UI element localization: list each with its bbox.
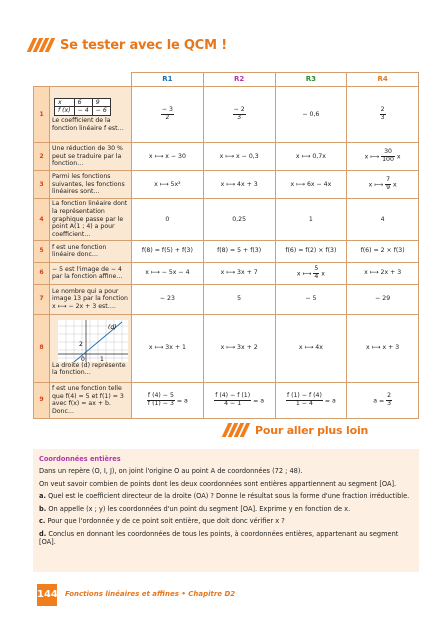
- question-text: La fonction linéaire dont la représentation graphique passe par le point A(1 ; 4) a pour coefficient…: [50, 199, 132, 241]
- answer-r2: x ⟼ 3x + 2: [203, 314, 275, 382]
- empty-corner-2: [50, 73, 132, 87]
- table-row: [34, 143, 419, 171]
- table-row: [34, 284, 419, 314]
- answer-r2: f(8) = 5 + f(3): [203, 240, 275, 262]
- row-number: 7: [34, 284, 50, 314]
- answer-r4: x ⟼ $\frac{7}{9}$ x: [347, 171, 419, 199]
- table-row: [34, 314, 419, 382]
- exercise-intro-1: Dans un repère (O, I, J), on joint l'origine O au point A de coordonnées (72 ; 48).: [39, 467, 303, 475]
- row-number: 1: [34, 87, 50, 143]
- question-text: Le coefficient de la fonction linéaire f est…: [52, 117, 124, 132]
- stripes-decoration: [225, 423, 247, 437]
- question-cell: [50, 87, 132, 143]
- answer-r4: x ⟼ $\frac{30}{100}$ x: [347, 143, 419, 171]
- answer-r4: $\frac{2}{3}$: [347, 87, 419, 143]
- col-r2: R2: [203, 73, 275, 87]
- section2-header: [225, 421, 368, 439]
- line-graph: [58, 320, 128, 362]
- table-row: [34, 171, 419, 199]
- empty-corner: [34, 73, 50, 87]
- exercise-question-b: b. On appelle (x ; y) les coordonnées d'un point du segment [OA]. Exprime y en fonction de x.: [39, 504, 351, 513]
- graph-tick-0: 0: [81, 355, 85, 362]
- answer-r4: x ⟼ x + 3: [347, 314, 419, 382]
- row-number: 2: [34, 143, 50, 171]
- answer-r4: 4: [347, 199, 419, 241]
- qcm-header: [30, 36, 227, 54]
- answer-r3: 1: [275, 199, 347, 241]
- exercise-intro-2: On veut savoir combien de points dont les deux coordonnées sont entières appartiennent au segment [OA].: [39, 479, 397, 488]
- graph-tick-2: 2: [79, 340, 83, 348]
- mini-cell: − 6: [92, 107, 110, 116]
- table-row: [34, 199, 419, 241]
- exercise-question-c: c. Pour que l'ordonnée y de ce point soit entière, que doit donc vérifier x ?: [39, 517, 285, 526]
- answer-r4: a = $\frac{2}{3}$: [347, 382, 419, 418]
- answer-r2: 5: [203, 284, 275, 314]
- table-row: [34, 87, 419, 143]
- graph-label-d: (d): [108, 323, 117, 331]
- question-cell: [50, 314, 132, 382]
- table-row: [34, 382, 419, 418]
- answer-r2: x ⟼ x − 0,3: [203, 143, 275, 171]
- answer-r1: $\frac{f (4) - 5}{f (1) - 3}$ = a: [132, 382, 204, 418]
- answer-r4: f(6) = 2 × f(3): [347, 240, 419, 262]
- exercise-question-d: d. Conclus en donnant les coordonnées de tous les points, à coordonnées entières, appartenant au segment [OA].: [39, 529, 399, 547]
- col-r4: R4: [347, 73, 419, 87]
- question-text: f est une fonction telle que f(4) = 5 et f(1) = 3 avec f(x) = ax + b. Donc…: [50, 382, 132, 418]
- stripes-decoration: [30, 38, 52, 52]
- qcm-table: [33, 72, 419, 419]
- mini-cell: − 4: [74, 107, 92, 116]
- graph-tick-1: 1: [100, 355, 104, 362]
- page-title: Se tester avec le QCM !: [60, 37, 227, 53]
- row-number: 9: [34, 382, 50, 418]
- answer-r3: − 5: [275, 284, 347, 314]
- answer-r1: f(8) = f(5) + f(3): [132, 240, 204, 262]
- col-r1: R1: [132, 73, 204, 87]
- answer-r1: x ⟼ 5x²: [132, 171, 204, 199]
- mini-fx: f (x): [55, 107, 75, 116]
- table-row: [34, 262, 419, 284]
- row-number: 3: [34, 171, 50, 199]
- page-number: 144: [37, 584, 57, 606]
- row-number: 4: [34, 199, 50, 241]
- answer-r3: f(6) = f(2) × f(3): [275, 240, 347, 262]
- row-number: 6: [34, 262, 50, 284]
- answer-r1: 0: [132, 199, 204, 241]
- answer-r3: x ⟼ $\frac{5}{4}$ x: [275, 262, 347, 284]
- answer-r2: $\frac{f (4) - f (1)}{4 - 1}$ = a: [203, 382, 275, 418]
- row-number: 8: [34, 314, 50, 382]
- answer-r3: − 0,6: [275, 87, 347, 143]
- footer-chapter: Fonctions linéaires et affines • Chapitre D2: [65, 590, 236, 598]
- answer-r1: − 23: [132, 284, 204, 314]
- question-text: f est une fonction linéaire donc…: [50, 240, 132, 262]
- answer-r1: x ⟼ − 5x − 4: [132, 262, 204, 284]
- mini-cell: 6: [74, 98, 92, 107]
- exercise-question-a: a. Quel est le coefficient directeur de la droite (OA) ? Donne le résultat sous la forme d'une fraction irréductible.: [39, 492, 410, 501]
- exercise-subtitle: Coordonnées entières: [39, 455, 121, 463]
- question-text: Le nombre qui a pour image 13 par la fonction x ⟼ − 2x + 3 est….: [50, 284, 132, 314]
- question-text: − 5 est l'image de − 4 par la fonction affine…: [50, 262, 132, 284]
- values-table: [54, 98, 111, 117]
- mini-cell: 9: [92, 98, 110, 107]
- row-number: 5: [34, 240, 50, 262]
- answer-r4: x ⟼ 2x + 3: [347, 262, 419, 284]
- answer-r1: x ⟼ 3x + 1: [132, 314, 204, 382]
- answer-r2: 0,25: [203, 199, 275, 241]
- answer-r1: $\frac{- 3}{2}$: [132, 87, 204, 143]
- answer-r2: x ⟼ 3x + 7: [203, 262, 275, 284]
- question-text: Une réduction de 30 % peut se traduire par la fonction…: [50, 143, 132, 171]
- section2-title: Pour aller plus loin: [255, 423, 369, 437]
- answer-r3: x ⟼ 0,7x: [275, 143, 347, 171]
- mini-x: x: [55, 98, 75, 107]
- answer-r3: $\frac{f (1) - f (4)}{1 - 4}$ = a: [275, 382, 347, 418]
- page-footer: [37, 584, 419, 606]
- answer-r1: x ⟼ x − 30: [132, 143, 204, 171]
- answer-r3: x ⟼ 4x: [275, 314, 347, 382]
- col-r3: R3: [275, 73, 347, 87]
- table-row: [34, 240, 419, 262]
- table-header-row: [34, 73, 419, 87]
- question-text: La droite (d) représente la fonction…: [52, 361, 126, 377]
- answer-r2: x ⟼ 4x + 3: [203, 171, 275, 199]
- answer-r2: $\frac{- 2}{3}$: [203, 87, 275, 143]
- answer-r4: − 29: [347, 284, 419, 314]
- exercise-box: [33, 449, 419, 572]
- question-text: Parmi les fonctions suivantes, les fonctions linéaires sont…: [50, 171, 132, 199]
- answer-r3: x ⟼ 6x − 4x: [275, 171, 347, 199]
